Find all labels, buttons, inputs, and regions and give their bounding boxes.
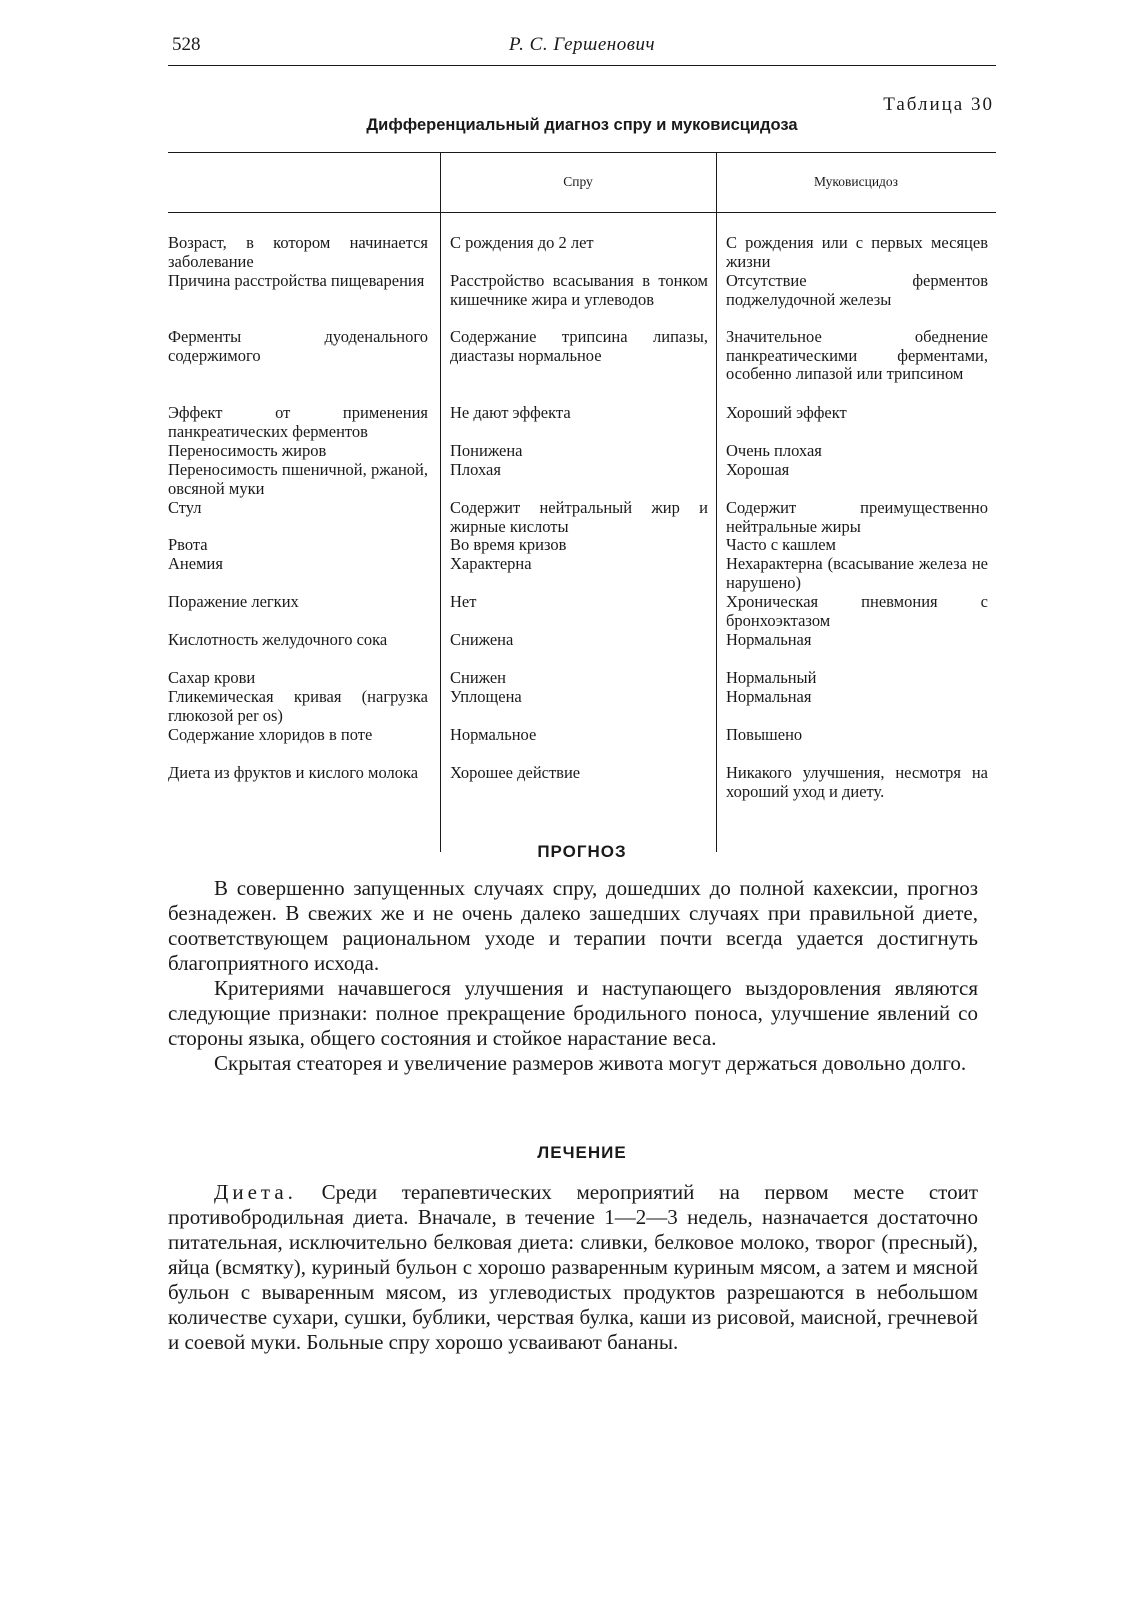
row-spru-value: Плохая: [450, 460, 501, 479]
row-criterion: Возраст, в котором начинается заболевание: [168, 233, 428, 271]
section-heading-lechenie: ЛЕЧЕНИЕ: [537, 1143, 627, 1162]
row-criterion: Содержание хлоридов в поте: [168, 725, 373, 744]
paragraph-body: Среди терапевтических мероприятий на первом месте стоит противобродильная диета. Вначале, в течение 1—2—3 недель, назначается достаточно питательная, исключительно белковая диета: сливки, белковое молоко, творог (пресный), яйца (всмятку), куриный бульон с хорошо разваренным куриным мясом, а затем и мясной бульон с вываренным мясом, из углеводистых продуктов разрешаются в небольшом количестве сухари, сушки, бублики, черствая булка, каши из рисовой, маисной, гречневой и соевой муки. Больные спру хорошо усваивают бананы.: [168, 1180, 978, 1354]
paragraph: Критериями начавшегося улучшения и наступающего выздоровления являются следующие признаки: полное прекращение бродильного поноса, улучшение явлений со стороны языка, общего состояния и стойкое нарастание веса.: [168, 976, 978, 1050]
table-top-rule: [168, 152, 996, 153]
table-header-rule: [168, 212, 996, 213]
row-mukoviscidoz-value: Нормальная: [726, 687, 812, 706]
row-spru-value: Снижен: [450, 668, 507, 687]
row-criterion: Стул: [168, 498, 202, 517]
row-spru-value: Нет: [450, 592, 477, 611]
row-spru-value: С рождения до 2 лет: [450, 233, 594, 252]
table-title: Дифференциальный диагноз спру и муковисцидоза: [366, 116, 798, 134]
row-mukoviscidoz-value: С рождения или с первых месяцев жизни: [726, 233, 988, 271]
table-label: Таблица 30: [883, 94, 994, 115]
row-spru-value: Понижена: [450, 441, 523, 460]
row-criterion: Причина расстройства пищеварения: [168, 271, 425, 290]
row-spru-value: Уплощена: [450, 687, 522, 706]
row-mukoviscidoz-value: Нормальный: [726, 668, 817, 687]
row-criterion: Переносимость пшеничной, ржаной, овсяной муки: [168, 460, 428, 498]
row-criterion: Ферменты дуоденального содержимого: [168, 327, 428, 365]
row-criterion: Эффект от применения панкреатических ферментов: [168, 403, 428, 441]
row-mukoviscidoz-value: Нормальная: [726, 630, 812, 649]
row-mukoviscidoz-value: Хроническая пневмония с бронхоэктазом: [726, 592, 988, 630]
column-divider: [716, 152, 717, 852]
row-spru-value: Содержит нейтральный жир и жирные кислоты: [450, 498, 708, 536]
column-header-mukoviscidoz: Муковисцидоз: [813, 174, 899, 189]
section-heading-prognoz: ПРОГНОЗ: [537, 842, 627, 861]
column-divider: [440, 152, 441, 852]
row-mukoviscidoz-value: Повышено: [726, 725, 803, 744]
prognoz-text: [168, 876, 978, 1076]
row-mukoviscidoz-value: Отсутствие ферментов поджелудочной железы: [726, 271, 988, 309]
paragraph: [168, 1180, 978, 1355]
row-spru-value: Не дают эффекта: [450, 403, 571, 422]
row-spru-value: Хорошее действие: [450, 763, 581, 782]
column-header-spru: Спру: [563, 174, 593, 189]
page-number: 528: [172, 34, 201, 55]
row-spru-value: Расстройство всасывания в тонком кишечнике жира и углеводов: [450, 271, 708, 309]
lead-word: Диета.: [214, 1180, 297, 1204]
lechenie-text: [168, 1180, 978, 1355]
page-header: [168, 30, 996, 66]
row-criterion: Рвота: [168, 535, 208, 554]
row-mukoviscidoz-value: Часто с кашлем: [726, 535, 836, 554]
paragraph: В совершенно запущенных случаях спру, дошедших до полной кахексии, прогноз безнадежен. В свежих же и не очень далеко зашедших случаях при правильной диете, соответствующем рациональном уходе и терапии почти всегда удается достигнуть благоприятного исхода.: [168, 876, 978, 975]
row-spru-value: Содержание трипсина липазы, диастазы нормальное: [450, 327, 708, 365]
row-criterion: Диета из фруктов и кислого молока: [168, 763, 419, 782]
row-mukoviscidoz-value: Содержит преимущественно нейтральные жиры: [726, 498, 988, 536]
row-criterion: Сахар крови: [168, 668, 256, 687]
row-spru-value: Характерна: [450, 554, 532, 573]
row-criterion: Переносимость жиров: [168, 441, 327, 460]
row-mukoviscidoz-value: Очень плохая: [726, 441, 822, 460]
row-criterion: Поражение легких: [168, 592, 299, 611]
paragraph: Скрытая стеаторея и увеличение размеров живота могут держаться довольно долго.: [214, 1051, 967, 1075]
row-spru-value: Нормальное: [450, 725, 537, 744]
row-spru-value: Во время кризов: [450, 535, 567, 554]
row-spru-value: Снижена: [450, 630, 514, 649]
row-criterion: Анемия: [168, 554, 223, 573]
row-mukoviscidoz-value: Никакого улучшения, несмотря на хороший уход и диету.: [726, 763, 988, 801]
row-criterion: Кислотность желудочного сока: [168, 630, 388, 649]
header-rule: [168, 65, 996, 66]
row-criterion: Гликемическая кривая (нагрузка глюкозой per os): [168, 687, 428, 725]
row-mukoviscidoz-value: Хороший эффект: [726, 403, 847, 422]
running-title: Р. С. Гершенович: [508, 34, 656, 55]
row-mukoviscidoz-value: Нехарактерна (всасывание железа не нарушено): [726, 554, 988, 592]
row-mukoviscidoz-value: Значительное обеднение панкреатическими ферментами, особенно липазой или трипсином: [726, 327, 988, 383]
row-mukoviscidoz-value: Хорошая: [726, 460, 790, 479]
